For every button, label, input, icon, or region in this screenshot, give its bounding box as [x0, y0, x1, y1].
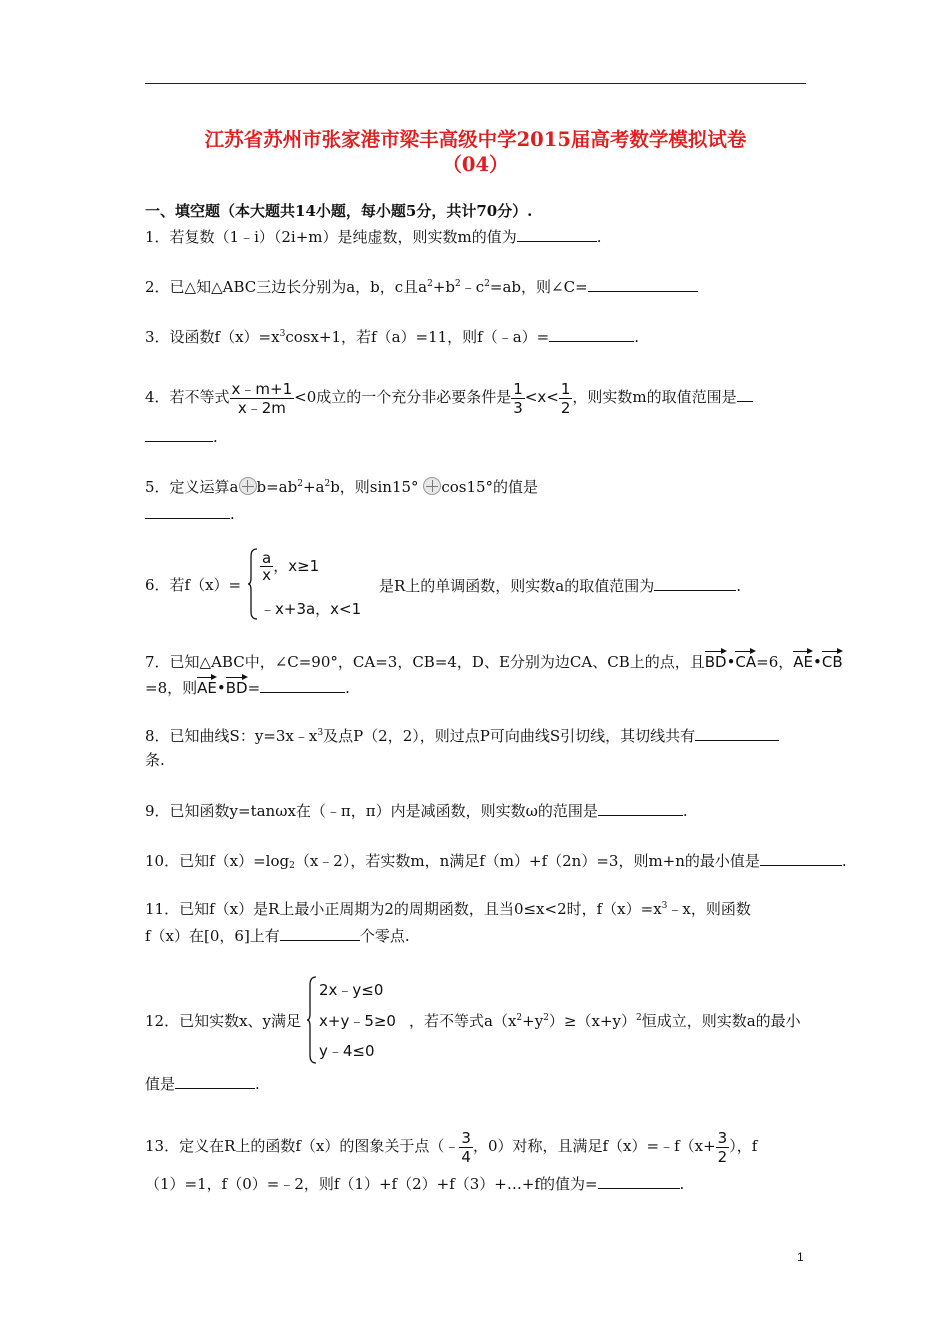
doc-title-line2: （04） [442, 153, 509, 176]
header-rule [145, 83, 806, 84]
fraction: $\frac{3}{2}$ [717, 1128, 728, 1166]
vector-cb: CB [822, 650, 843, 672]
answer-blank [598, 1173, 680, 1189]
question-5: 5．定义运算a $b=ab^2+a^2b$，则sin15° cos15°的值是 [145, 478, 539, 496]
fraction: $\frac{1}{2}$ [560, 379, 571, 417]
question-10: 10．已知$f(x)=\log_2(x﹣2)$，若实数m，n满足f（m）+f（2n）=3，则m+n的最小值是 . [145, 852, 847, 871]
question-12-cont: 值是 . [145, 1075, 260, 1093]
fraction: $\frac{1}{3}$ [513, 379, 523, 417]
oplus-icon [423, 477, 441, 495]
question-13-cont: （1）=1，f（0）=﹣2，则f（1）+f（2）+f（3）+…+f的值为= . [145, 1175, 685, 1193]
question-6-tail: 是R上的单调函数，则实数a的取值范围为 . [379, 577, 742, 595]
vector-bd: BD [705, 650, 727, 672]
question-11-cont: f（x）在[0，6]上有 个零点. [145, 927, 410, 945]
doc-title-line1: 江苏省苏州市张家港市梁丰高级中学2015届高考数学模拟试卷 [204, 128, 747, 151]
answer-blank [260, 677, 345, 693]
answer-blank [549, 326, 634, 342]
vector-bd: BD [226, 676, 248, 698]
vector-ca: CA [735, 650, 756, 672]
question-2: 2．已△知△ABC三边长分别为a，b，c且$a^2+b^2﹣c^2=ab$，则∠C= [145, 276, 698, 297]
fraction: $\frac{3}{4}$ [461, 1128, 471, 1166]
piecewise-row-2: ﹣x+3a，x<1 [260, 600, 362, 618]
oplus-icon [239, 477, 257, 495]
question-11: 11．已知f（x）是R上最小正周期为2的周期函数，且当0≤x<2时，$f(x)=x^3﹣x$，则函数 [145, 900, 751, 918]
question-5-cont: . [145, 503, 235, 524]
left-brace [247, 548, 259, 620]
question-3: 3．设函数$f(x)=x^3\cos x+1$，若f（a）=11，则f（﹣a）= . [145, 328, 640, 346]
answer-blank [517, 226, 597, 242]
question-4: 4．若不等式 $\frac{x﹣m+1}{x﹣2m}$ <0成立的一个充分非必要条件是 $\frac{1}{3}$ <x< $\frac{1}{2}$ ，则实数m的取值范围是 [145, 376, 753, 418]
question-4-cont: . [145, 426, 218, 447]
answer-blank [588, 276, 698, 292]
fraction: $\frac{x﹣m+1}{x﹣2m}$ [231, 379, 293, 417]
answer-blank [760, 850, 842, 866]
constraint-row-2: x+y﹣5≥0 [319, 1012, 396, 1030]
constraint-row-1: 2x﹣y≤0 [319, 981, 384, 999]
question-8: 8．已知曲线S：$y=3x﹣x^3$及点P（2，2），则过点P可向曲线S引切线，其切线共有 [145, 725, 779, 746]
question-7-cont: =8，则AE•BD= . [145, 676, 350, 698]
answer-blank [654, 575, 736, 591]
answer-blank [737, 386, 753, 402]
question-8-cont: 条. [145, 751, 165, 769]
question-1: 1．若复数（1﹣i）（2i+m）是纯虚数，则实数m的值为 . [145, 228, 602, 246]
page-number: 1 [797, 1250, 804, 1264]
question-12: 12．已知实数x、y满足 [145, 1012, 302, 1030]
answer-blank [598, 800, 683, 816]
question-13: 13．定义在R上的函数f（x）的图象关于点（﹣ $\frac{3}{4}$ ，0）对称，且满足f（x）=﹣f（x+ $\frac{3}{2}$ ），f [145, 1128, 758, 1166]
answer-blank [145, 426, 213, 442]
answer-blank [695, 725, 779, 741]
section-heading: 一、填空题（本大题共14小题，每小题5分，共计70分）. [145, 202, 533, 220]
question-9: 9．已知函数y=tanωx在（﹣π，π）内是减函数，则实数ω的范围是 . [145, 802, 688, 820]
question-6: 6．若f（x）= [145, 576, 242, 594]
answer-blank [280, 925, 360, 941]
vector-ae: AE [197, 676, 217, 698]
question-12-tail: ，若不等式$a(x^2+y^2)\ge(x+y)^2$恒成立，则实数a的最小 [409, 1012, 801, 1030]
answer-blank [175, 1073, 255, 1089]
piecewise-row-1: $\frac{a}{x}$ ，x≥1 [262, 549, 320, 584]
answer-blank [145, 503, 230, 519]
vector-ae: AE [793, 650, 813, 672]
left-brace [306, 976, 318, 1064]
question-7: 7．已知△ABC中，∠C=90°，CA=3，CB=4，D、E分别为边CA、CB上的点，且BD•CA=6，AE•CB [145, 650, 843, 672]
constraint-row-3: y﹣4≤0 [319, 1042, 375, 1060]
